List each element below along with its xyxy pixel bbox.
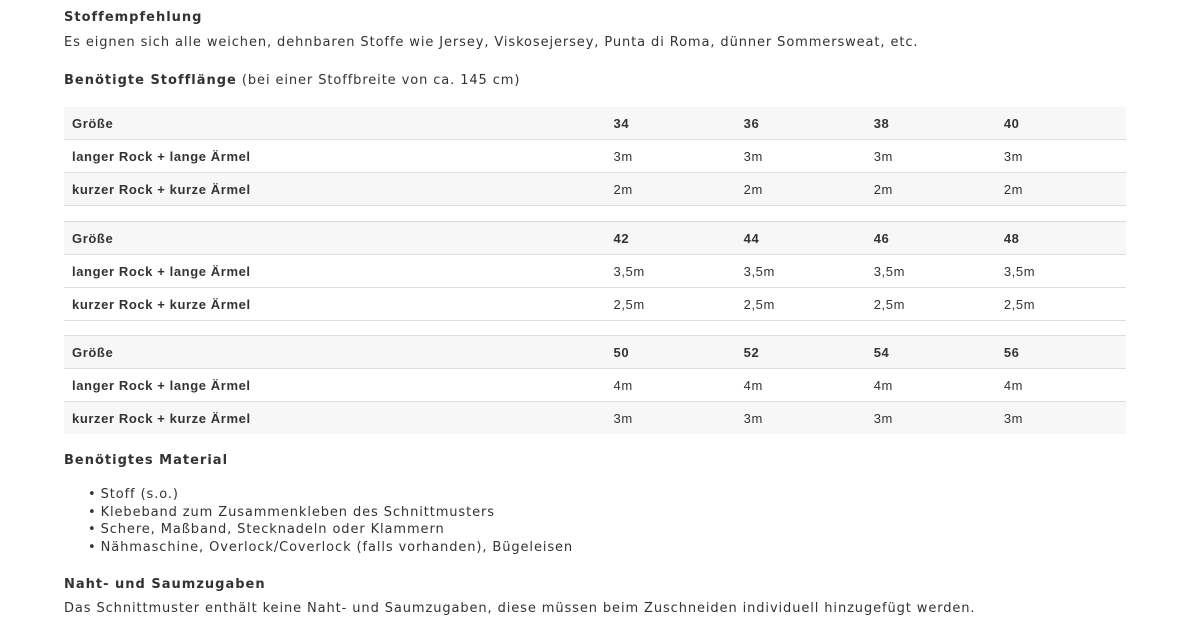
material-list: [64, 486, 573, 556]
list-item: • Schere, Maßband, Stecknadeln oder Klammern: [88, 521, 573, 539]
fabric-length: 2m: [866, 173, 996, 206]
list-item: • Klebeband zum Zusammenkleben des Schnittmusters: [88, 504, 573, 522]
fabric-length: 4m: [736, 369, 866, 402]
fabric-length: 3,5m: [996, 255, 1126, 288]
size-value: 54: [866, 336, 996, 369]
row-label: kurzer Rock + kurze Ärmel: [64, 402, 606, 435]
length-note: (bei einer Stoffbreite von ca. 145 cm): [241, 73, 521, 88]
fabric-length: 3m: [866, 402, 996, 435]
table-header-row: [64, 222, 1126, 255]
size-value: 50: [606, 336, 736, 369]
size-value: 36: [736, 107, 866, 140]
size-value: 56: [996, 336, 1126, 369]
fabric-length: 2,5m: [866, 288, 996, 321]
row-label: langer Rock + lange Ärmel: [64, 369, 606, 402]
seams-heading: Naht- und Saumzugaben: [64, 577, 266, 592]
fabric-length: 4m: [606, 369, 736, 402]
fabric-length: 3,5m: [606, 255, 736, 288]
row-label: kurzer Rock + kurze Ärmel: [64, 288, 606, 321]
fabric-length: 3,5m: [736, 255, 866, 288]
fabric-length: 3m: [606, 402, 736, 435]
length-heading: Benötigte Stofflänge: [64, 73, 237, 88]
table-header-row: [64, 107, 1126, 140]
table-row: [64, 288, 1126, 321]
list-item: • Nähmaschine, Overlock/Coverlock (falls vorhanden), Bügeleisen: [88, 539, 573, 557]
fabric-text: Es eignen sich alle weichen, dehnbaren Stoffe wie Jersey, Viskosejersey, Punta di Roma, dünner Sommersweat, etc.: [64, 35, 919, 50]
row-label: kurzer Rock + kurze Ärmel: [64, 173, 606, 206]
size-value: 44: [736, 222, 866, 255]
fabric-length: 4m: [996, 369, 1126, 402]
size-label: Größe: [64, 336, 606, 369]
fabric-length: 3m: [736, 140, 866, 173]
row-label: langer Rock + lange Ärmel: [64, 140, 606, 173]
table-row: [64, 369, 1126, 402]
size-table-1: [64, 107, 1126, 206]
length-heading-line: [64, 73, 520, 88]
size-label: Größe: [64, 107, 606, 140]
fabric-length: 2m: [736, 173, 866, 206]
fabric-length: 3m: [866, 140, 996, 173]
table-row: [64, 140, 1126, 173]
fabric-length: 2m: [996, 173, 1126, 206]
size-table-2: [64, 221, 1126, 321]
fabric-length: 3m: [736, 402, 866, 435]
fabric-length: 3m: [606, 140, 736, 173]
size-value: 38: [866, 107, 996, 140]
material-heading: Benötigtes Material: [64, 453, 229, 468]
size-value: 42: [606, 222, 736, 255]
fabric-length: 2,5m: [996, 288, 1126, 321]
row-label: langer Rock + lange Ärmel: [64, 255, 606, 288]
fabric-length: 2m: [606, 173, 736, 206]
size-value: 46: [866, 222, 996, 255]
fabric-length: 2,5m: [606, 288, 736, 321]
table-header-row: [64, 336, 1126, 369]
size-value: 34: [606, 107, 736, 140]
table-row: [64, 173, 1126, 206]
fabric-length: 3m: [996, 140, 1126, 173]
size-value: 52: [736, 336, 866, 369]
size-value: 40: [996, 107, 1126, 140]
size-label: Größe: [64, 222, 606, 255]
fabric-length: 3,5m: [866, 255, 996, 288]
size-table-3: [64, 335, 1126, 434]
fabric-heading: Stoffempfehlung: [64, 10, 203, 25]
fabric-length: 4m: [866, 369, 996, 402]
table-row: [64, 255, 1126, 288]
fabric-length: 3m: [996, 402, 1126, 435]
fabric-length: 2,5m: [736, 288, 866, 321]
size-value: 48: [996, 222, 1126, 255]
table-row: [64, 402, 1126, 435]
list-item: • Stoff (s.o.): [88, 486, 573, 504]
seams-text: Das Schnittmuster enthält keine Naht- und Saumzugaben, diese müssen beim Zuschneiden individuell hinzugefügt werden.: [64, 601, 976, 616]
